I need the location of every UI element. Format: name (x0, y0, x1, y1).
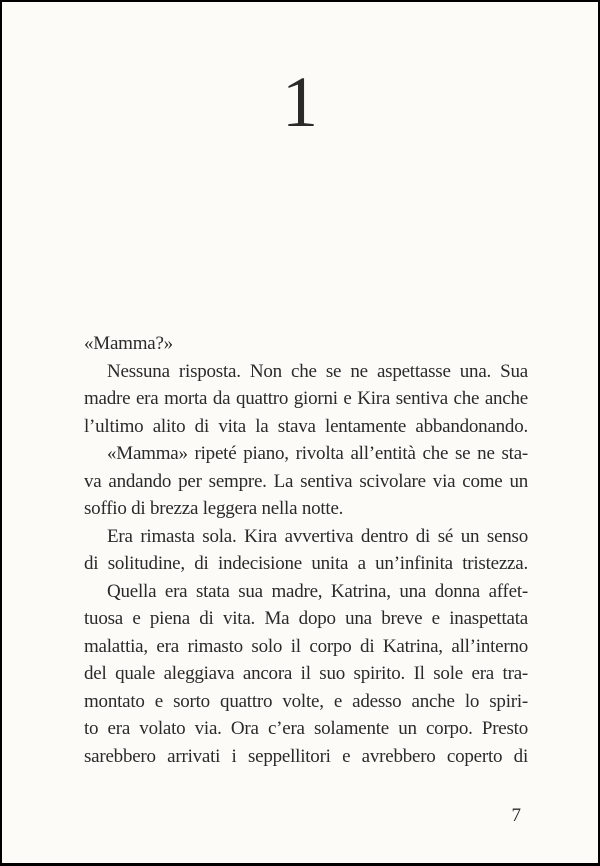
text-line: del quale aleggiava ancora il suo spirito. Il sole era tra- (84, 663, 528, 684)
chapter-number: 1 (282, 62, 318, 142)
text-line: l’ultimo alito di vita la stava lentamente abbandonando. (84, 415, 528, 437)
text-line: to era volato via. Ora c’era solamente un corpo. Presto (84, 718, 528, 739)
text-line: soffio di brezza leggera nella notte. (84, 498, 344, 519)
text-line: «Mamma» ripeté piano, rivolta all’entità che se ne sta- (107, 443, 528, 464)
text-line: tuosa e piena di vita. Ma dopo una breve e inaspettata (84, 608, 528, 629)
text-line: Nessuna risposta. Non che se ne aspettasse una. Sua (107, 360, 528, 382)
text-line: malattia, era rimasto solo il corpo di Katrina, all’interno (84, 635, 528, 657)
text-line: di solitudine, di indecisione unita a un’infinita tristezza. (84, 553, 528, 574)
text-line: montato e sorto quattro volte, e adesso anche lo spiri- (84, 690, 528, 712)
text-block (84, 330, 528, 770)
text-line: Quella era stata sua madre, Katrina, una donna affet- (107, 580, 528, 602)
text-line: va andando per sempre. La sentiva scivolare via come un (84, 470, 528, 492)
text-line: «Mamma?» (84, 333, 173, 354)
text-line: madre era morta da quattro giorni e Kira sentiva che anche (84, 388, 528, 409)
text-line: sarebbero arrivati i seppellitori e avrebbero coperto di (84, 745, 528, 767)
text-line: Era rimasta sola. Kira avvertiva dentro di sé un senso (107, 525, 528, 547)
page-number: 7 (511, 805, 521, 826)
